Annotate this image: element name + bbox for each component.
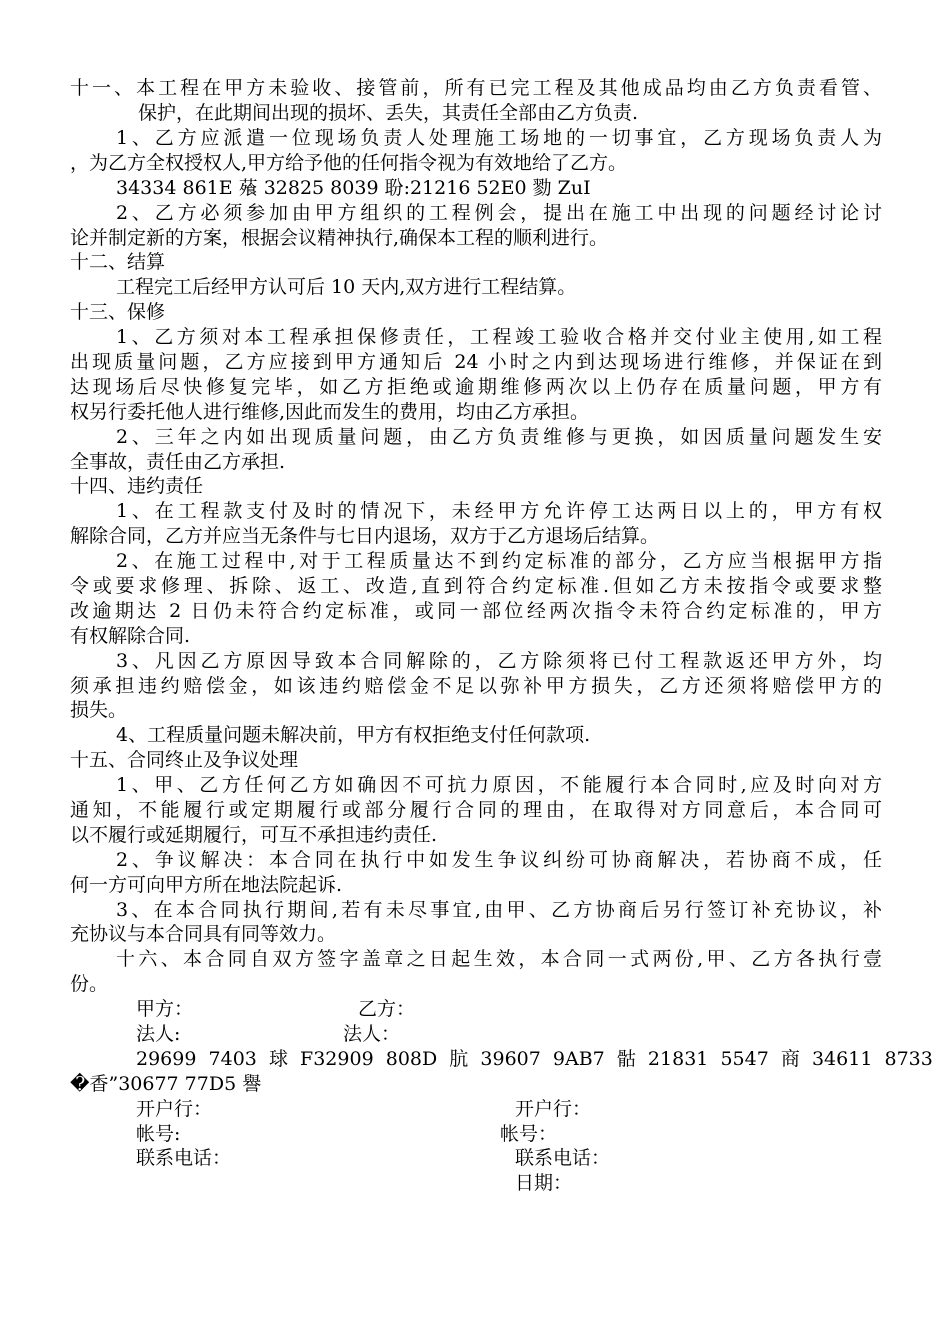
clause-15-item-2-cont: 何一方可向甲方所在地法院起诉. bbox=[70, 874, 343, 896]
clause-15-item-2: 2、争议解决：本合同在执行中如发生争议纠纷可协商解决，若协商不成，任 bbox=[116, 849, 882, 871]
clause-13-item-2-cont: 全事故，责任由乙方承担. bbox=[70, 451, 286, 473]
garbled-line: 29699 7403 球 F32909 808D 肮 39607 9AB7 骷 21831 5547 商 34611 8733 bbox=[136, 1048, 933, 1070]
clause-15-item-3: 3、在本合同执行期间,若有未尽事宜,由甲、乙方协商后另行签订补充协议，补 bbox=[116, 899, 882, 921]
clause-11-item-2: 2、乙方必须参加由甲方组织的工程例会，提出在施工中出现的问题经讨论讨 bbox=[116, 202, 882, 224]
legal-rep-b-label: 法人： bbox=[343, 1023, 401, 1045]
clause-11-item-2-cont: 论并制定新的方案，根据会议精神执行,确保本工程的顺利进行。 bbox=[70, 227, 609, 249]
clause-11-item-1: 1、乙方应派遣一位现场负责人处理施工场地的一切事宜，乙方现场负责人为 bbox=[116, 127, 882, 149]
clause-14-item-3-cont: 须承担违约赔偿金，如该违约赔偿金不足以弥补甲方损失，乙方还须将赔偿甲方的 bbox=[70, 675, 882, 697]
clause-11-item-1-cont: ，为乙方全权授权人,甲方给予他的任何指令视为有效地给了乙方。 bbox=[70, 152, 628, 174]
account-b-label: 帐号： bbox=[500, 1123, 558, 1145]
clause-13-heading: 十三、保修 bbox=[70, 301, 166, 323]
clause-15-item-3-cont: 充协议与本合同具有同等效力。 bbox=[70, 923, 337, 945]
clause-14-item-4: 4、工程质量问题未解决前，甲方有权拒绝支付任何款项. bbox=[116, 724, 591, 746]
clause-14-heading: 十四、违约责任 bbox=[70, 475, 204, 497]
garbled-line: 34334 861E 蕵 32825 8039 聁:21216 52E0 勠 ZuI bbox=[116, 177, 591, 199]
clause-14-item-3-cont: 损失。 bbox=[70, 699, 128, 721]
clause-15-item-1-cont: 通知，不能履行或定期履行或部分履行合同的理由，在取得对方同意后，本合同可 bbox=[70, 799, 882, 821]
clause-14-item-2-cont: 改逾期达 2 日仍未符合约定标准，或同一部位经两次指令未符合约定标准的，甲方 bbox=[70, 600, 882, 622]
date-b-label: 日期： bbox=[515, 1172, 573, 1194]
party-a-label: 甲方： bbox=[136, 998, 194, 1020]
legal-rep-a-label: 法人: bbox=[136, 1023, 181, 1045]
clause-11-text: 保护，在此期间出现的损坏、丢失，其责任全部由乙方负责. bbox=[138, 102, 639, 124]
clause-14-item-1: 1、在工程款支付及时的情况下，未经甲方允许停工达两日以上的，甲方有权 bbox=[116, 500, 882, 522]
clause-15-item-1-cont: 以不履行或延期履行，可互不承担违约责任. bbox=[70, 824, 438, 846]
clause-16-text: 十六、本合同自双方签字盖章之日起生效，本合同一式两份,甲、乙方各执行壹 bbox=[116, 948, 882, 970]
account-a-label: 帐号: bbox=[136, 1123, 181, 1145]
clause-16-text-cont: 份。 bbox=[70, 973, 109, 995]
clause-12-heading: 十二、结算 bbox=[70, 251, 166, 273]
party-b-label: 乙方： bbox=[358, 998, 416, 1020]
bank-a-label: 开户行： bbox=[136, 1098, 213, 1120]
garbled-line: �香”30677 77D5 譽 bbox=[70, 1073, 262, 1095]
clause-15-heading: 十五、合同终止及争议处理 bbox=[70, 749, 299, 771]
clause-15-item-1: 1、甲、乙方任何乙方如确因不可抗力原因，不能履行本合同时,应及时向对方 bbox=[116, 774, 882, 796]
clause-14-item-1-cont: 解除合同，乙方并应当无条件与七日内退场，双方于乙方退场后结算。 bbox=[70, 525, 660, 547]
clause-13-item-1: 1、乙方须对本工程承担保修责任，工程竣工验收合格并交付业主使用,如工程 bbox=[116, 326, 882, 348]
clause-14-item-2-cont: 令或要求修理、拆除、返工、改造,直到符合约定标准.但如乙方未按指令或要求整 bbox=[70, 575, 882, 597]
clause-14-item-2-cont: 有权解除合同. bbox=[70, 625, 191, 647]
clause-13-item-2: 2、三年之内如出现质量问题，由乙方负责维修与更换，如因质量问题发生安 bbox=[116, 426, 882, 448]
bank-b-label: 开户行： bbox=[515, 1098, 592, 1120]
clause-12-text: 工程完工后经甲方认可后 10 天内,双方进行工程结算。 bbox=[116, 276, 577, 298]
clause-13-item-1-cont: 出现质量问题，乙方应接到甲方通知后 24 小时之内到达现场进行维修，并保证在到 bbox=[70, 351, 882, 373]
clause-13-item-1-cont: 达现场后尽快修复完毕，如乙方拒绝或逾期维修两次以上仍存在质量问题，甲方有 bbox=[70, 376, 882, 398]
clause-14-item-2: 2、在施工过程中,对于工程质量达不到约定标准的部分，乙方应当根据甲方指 bbox=[116, 550, 882, 572]
clause-13-item-1-cont: 权另行委托他人进行维修,因此而发生的费用，均由乙方承担。 bbox=[70, 401, 590, 423]
clause-11-heading: 十一、本工程在甲方未验收、接管前，所有已完工程及其他成品均由乙方负责看管、 bbox=[70, 77, 882, 99]
phone-b-label: 联系电话： bbox=[515, 1147, 611, 1169]
phone-a-label: 联系电话： bbox=[136, 1147, 232, 1169]
clause-14-item-3: 3、凡因乙方原因导致本合同解除的，乙方除须将已付工程款返还甲方外，均 bbox=[116, 650, 882, 672]
